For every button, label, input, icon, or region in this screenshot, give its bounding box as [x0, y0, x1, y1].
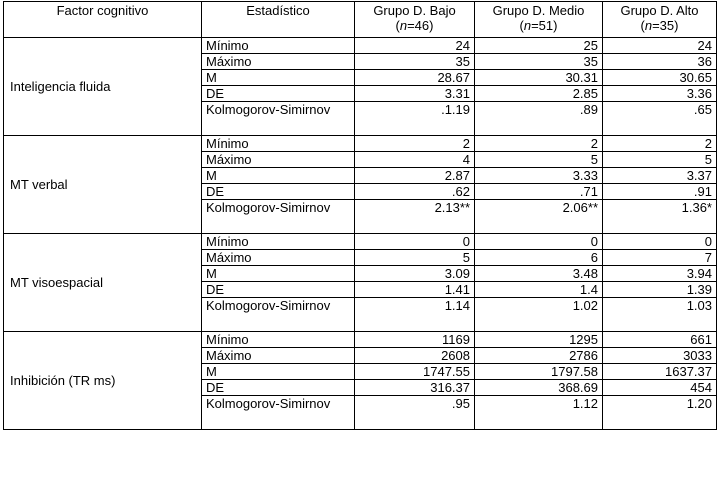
- statistic-label: M: [202, 70, 355, 86]
- header-group-medium: Grupo D. Medio (n=51): [475, 2, 603, 38]
- value-cell-medium: 1797.58: [475, 364, 603, 380]
- statistic-label: Kolmogorov-Simirnov: [202, 200, 355, 234]
- value-cell-low: 1169: [355, 332, 475, 348]
- value-cell-medium: 35: [475, 54, 603, 70]
- value-cell-medium: 0: [475, 234, 603, 250]
- value-cell-low: 2608: [355, 348, 475, 364]
- statistic-label: Mínimo: [202, 332, 355, 348]
- value-cell-low: 35: [355, 54, 475, 70]
- statistic-label: DE: [202, 282, 355, 298]
- statistic-label: Kolmogorov-Simirnov: [202, 102, 355, 136]
- value-cell-low: 28.67: [355, 70, 475, 86]
- header-row: [4, 2, 717, 38]
- value-cell-low: 2: [355, 136, 475, 152]
- value-cell-high: 36: [603, 54, 717, 70]
- value-cell-high: 1.20: [603, 396, 717, 430]
- value-cell-low: 4: [355, 152, 475, 168]
- table-row: [4, 332, 717, 348]
- table-row: [4, 234, 717, 250]
- value-cell-low: 5: [355, 250, 475, 266]
- statistic-label: Kolmogorov-Simirnov: [202, 396, 355, 430]
- statistic-label: M: [202, 168, 355, 184]
- value-cell-low: 2.13**: [355, 200, 475, 234]
- value-cell-medium: .89: [475, 102, 603, 136]
- descriptive-stats-table: [3, 1, 717, 430]
- value-cell-medium: 2786: [475, 348, 603, 364]
- value-cell-low: .62: [355, 184, 475, 200]
- factor-name: Inhibición (TR ms): [4, 332, 202, 430]
- value-cell-low: .95: [355, 396, 475, 430]
- statistic-label: DE: [202, 86, 355, 102]
- value-cell-low: 316.37: [355, 380, 475, 396]
- value-cell-high: 1.36*: [603, 200, 717, 234]
- header-statistic: Estadístico: [202, 2, 355, 38]
- value-cell-high: 3.94: [603, 266, 717, 282]
- statistic-label: Mínimo: [202, 136, 355, 152]
- value-cell-low: 1747.55: [355, 364, 475, 380]
- statistic-label: Mínimo: [202, 38, 355, 54]
- statistic-label: DE: [202, 184, 355, 200]
- header-group-high: Grupo D. Alto (n=35): [603, 2, 717, 38]
- value-cell-medium: 1295: [475, 332, 603, 348]
- statistic-label: Máximo: [202, 54, 355, 70]
- header-factor: Factor cognitivo: [4, 2, 202, 38]
- value-cell-high: 661: [603, 332, 717, 348]
- value-cell-low: .1.19: [355, 102, 475, 136]
- value-cell-high: 454: [603, 380, 717, 396]
- table-row: [4, 38, 717, 54]
- statistic-label: Máximo: [202, 348, 355, 364]
- value-cell-medium: 30.31: [475, 70, 603, 86]
- value-cell-high: 0: [603, 234, 717, 250]
- value-cell-low: 2.87: [355, 168, 475, 184]
- value-cell-medium: 25: [475, 38, 603, 54]
- value-cell-high: 2: [603, 136, 717, 152]
- statistic-label: Mínimo: [202, 234, 355, 250]
- value-cell-high: 3.36: [603, 86, 717, 102]
- value-cell-high: 24: [603, 38, 717, 54]
- value-cell-high: 5: [603, 152, 717, 168]
- value-cell-low: 1.14: [355, 298, 475, 332]
- header-group-low: Grupo D. Bajo (n=46): [355, 2, 475, 38]
- value-cell-low: 3.09: [355, 266, 475, 282]
- factor-name: MT visoespacial: [4, 234, 202, 332]
- value-cell-high: .91: [603, 184, 717, 200]
- value-cell-medium: .71: [475, 184, 603, 200]
- value-cell-medium: 1.02: [475, 298, 603, 332]
- value-cell-high: 1637.37: [603, 364, 717, 380]
- factor-name: MT verbal: [4, 136, 202, 234]
- value-cell-low: 24: [355, 38, 475, 54]
- table-row: [4, 136, 717, 152]
- statistic-label: M: [202, 364, 355, 380]
- statistic-label: Kolmogorov-Simirnov: [202, 298, 355, 332]
- value-cell-low: 3.31: [355, 86, 475, 102]
- statistic-label: DE: [202, 380, 355, 396]
- value-cell-high: 3033: [603, 348, 717, 364]
- value-cell-low: 0: [355, 234, 475, 250]
- value-cell-medium: 3.33: [475, 168, 603, 184]
- value-cell-high: 1.03: [603, 298, 717, 332]
- value-cell-medium: 3.48: [475, 266, 603, 282]
- value-cell-high: 1.39: [603, 282, 717, 298]
- value-cell-medium: 5: [475, 152, 603, 168]
- value-cell-high: 3.37: [603, 168, 717, 184]
- statistic-label: Máximo: [202, 250, 355, 266]
- value-cell-medium: 2.06**: [475, 200, 603, 234]
- value-cell-medium: 6: [475, 250, 603, 266]
- value-cell-medium: 1.4: [475, 282, 603, 298]
- value-cell-high: 30.65: [603, 70, 717, 86]
- value-cell-medium: 1.12: [475, 396, 603, 430]
- statistic-label: Máximo: [202, 152, 355, 168]
- value-cell-low: 1.41: [355, 282, 475, 298]
- value-cell-high: .65: [603, 102, 717, 136]
- value-cell-medium: 2: [475, 136, 603, 152]
- value-cell-high: 7: [603, 250, 717, 266]
- value-cell-medium: 2.85: [475, 86, 603, 102]
- factor-name: Inteligencia fluida: [4, 38, 202, 136]
- value-cell-medium: 368.69: [475, 380, 603, 396]
- statistic-label: M: [202, 266, 355, 282]
